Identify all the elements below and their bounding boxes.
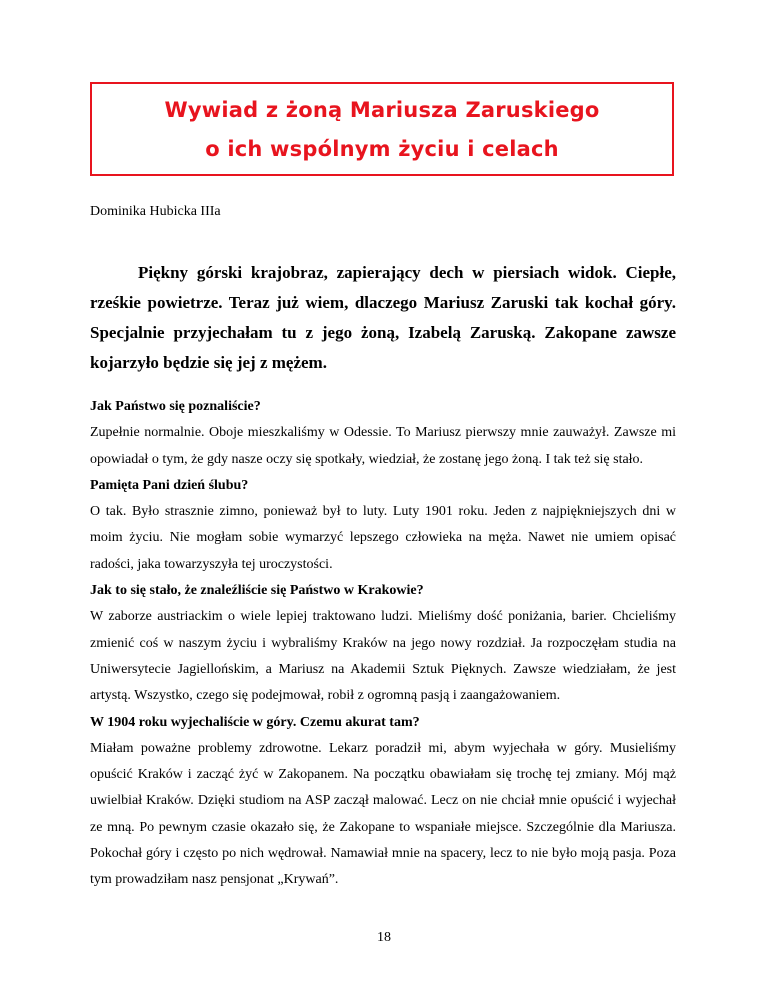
author-line: Dominika Hubicka IIIa: [90, 204, 221, 219]
title-box: [90, 82, 674, 176]
answer-3: W zaborze austriackim o wiele lepiej traktowano ludzi. Mieliśmy dość poniżania, barier. Chcieliśmy zmienić coś w naszym życiu i wybraliśmy Kraków na jego nowy rozdział. Ja rozpoczęłam studia na Uniwersytecie Jagiellońskim, a Mariusz na Akademii Sztuk Pięknych. Zawsze wiedziałam, że jest artystą. Wszystko, czego się podejmował, robił z ogromną pasją i zaangażowaniem.: [90, 609, 676, 704]
title-line-2: o ich wspólnym życiu i celach: [205, 136, 559, 161]
title-line-1: Wywiad z żoną Mariusza Zaruskiego: [164, 97, 600, 122]
lead-paragraph: Piękny górski krajobraz, zapierający dech w piersiach widok. Ciepłe, rześkie powietrze. Teraz już wiem, dlaczego Mariusz Zaruski tak kochał góry. Specjalnie przyjechałam tu z jego żoną, Izabelą Zaruską. Zakopane zawsze kojarzyło będzie się jej z mężem.: [90, 263, 676, 372]
question-3: Jak to się stało, że znaleźliście się Państwo w Krakowie?: [90, 583, 424, 599]
question-4: W 1904 roku wyjechaliście w góry. Czemu akurat tam?: [90, 714, 420, 730]
question-2: Pamięta Pani dzień ślubu?: [90, 477, 249, 493]
answer-1: Zupełnie normalnie. Oboje mieszkaliśmy w Odessie. To Mariusz pierwszy mnie zauważył. Zawsze mi opowiadał o tym, że gdy nasze oczy się spotkały, wiedział, że zostanę jego żoną. I tak też się stało.: [90, 425, 676, 467]
question-1: Jak Państwo się poznaliście?: [90, 399, 261, 414]
page-number: 18: [377, 930, 391, 945]
interview-body: [90, 394, 676, 894]
answer-4: Miałam poważne problemy zdrowotne. Lekarz poradził mi, abym wyjechała w góry. Musieliśmy opuścić Kraków i zacząć żyć w Zakopanem. Na początku obawiałam się trochę tej zmiany. Mój mąż uwielbiał Kraków. Dzięki studiom na ASP zaczął malować. Lecz on nie chciał mnie opuścić i wyjechał ze mną. Po pewnym czasie okazało się, że Zakopane to wspaniałe miejsce. Szczególnie dla Mariusza. Pokochał góry i często po nich wędrował. Namawiał mnie na spacery, lecz to nie było moją pasja. Poza tym prowadziłam nasz pensjonat „Krywań”.: [90, 740, 676, 888]
answer-2: O tak. Było strasznie zimno, ponieważ był to luty. Luty 1901 roku. Jeden z najpiękniejszych dni w moim życiu. Nie mogłam sobie wymarzyć lepszego człowieka na męża. Nawet nie umiem opisać radości, jaka towarzyszyła tej uroczystości.: [90, 504, 676, 572]
